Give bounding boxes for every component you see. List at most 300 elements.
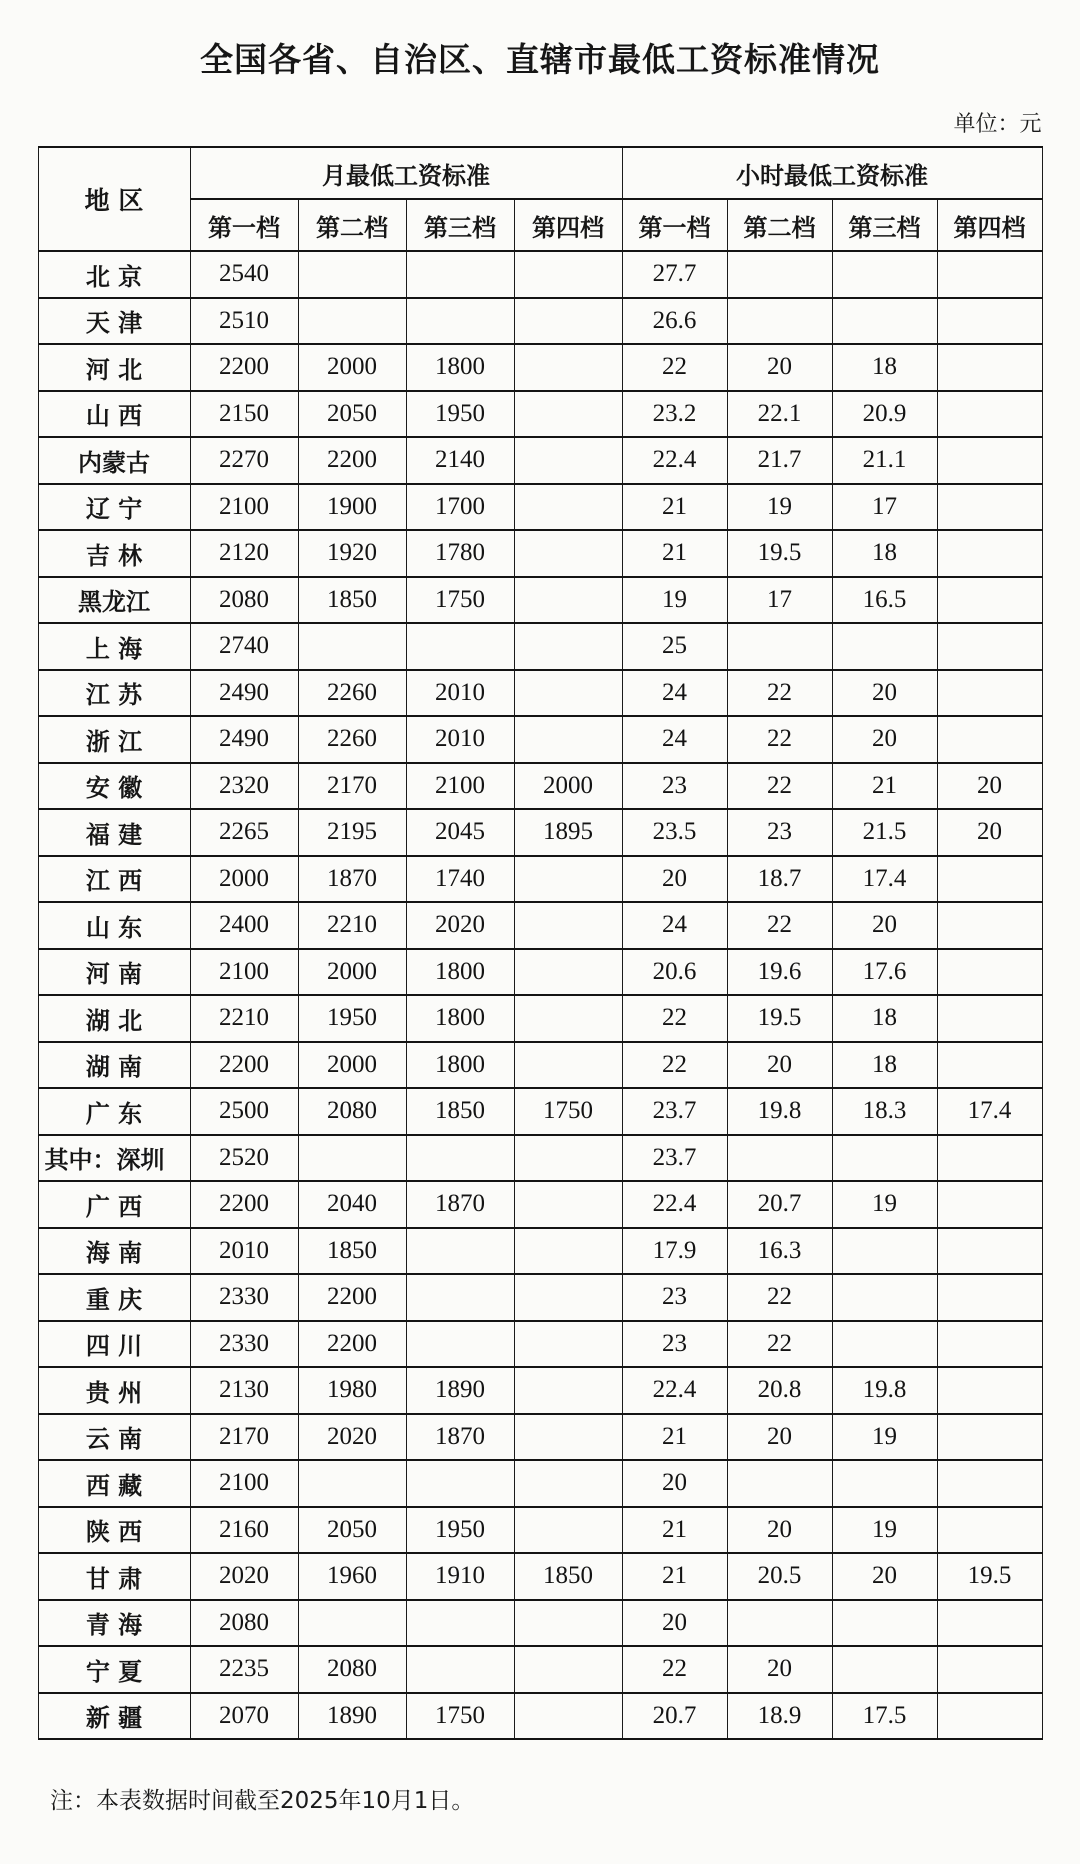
monthly-tier-4-cell [514,623,622,670]
hourly-tier-1-cell: 20.7 [622,1693,727,1740]
table-row [38,1646,1042,1693]
monthly-tier-2-cell [298,1460,406,1507]
hourly-tier-4-cell [937,391,1042,438]
hourly-tier-2-cell [727,1135,832,1182]
hourly-tier-1-cell: 23 [622,1274,727,1321]
hourly-tier-3-cell: 19 [832,1507,937,1554]
monthly-tier-2-cell [298,1135,406,1182]
monthly-tier-1-cell: 2200 [190,1181,298,1228]
hourly-tier-1-cell: 23.7 [622,1088,727,1135]
monthly-tier-4-cell [514,1228,622,1275]
monthly-tier-3-cell [406,1228,514,1275]
hourly-tier-2-cell: 20 [727,1646,832,1693]
region-cell: 浙 江 [38,716,190,763]
monthly-tier-4-cell [514,298,622,345]
hourly-tier-4-cell: 20 [937,809,1042,856]
monthly-tier-2-cell: 2200 [298,437,406,484]
table-row [38,1321,1042,1368]
monthly-tier-1-cell: 2080 [190,577,298,624]
hourly-tier-1-cell: 24 [622,716,727,763]
region-cell: 青 海 [38,1600,190,1647]
hourly-tier-3-cell [832,1228,937,1275]
monthly-tier-3-cell [406,1274,514,1321]
hourly-tier-2-cell: 23 [727,809,832,856]
hourly-tier-2-cell: 19 [727,484,832,531]
table-row [38,1181,1042,1228]
hourly-tier-2-cell: 19.6 [727,949,832,996]
region-cell: 天 津 [38,298,190,345]
table-row [38,1414,1042,1461]
hourly-tier-1-cell: 19 [622,577,727,624]
hourly-tier-4-cell [937,1321,1042,1368]
hourly-tier-2-cell: 22 [727,763,832,810]
hourly-tier-4-cell [937,716,1042,763]
hourly-tier-1-cell: 21 [622,1414,727,1461]
hourly-tier-3-cell: 21 [832,763,937,810]
table-row [38,1460,1042,1507]
hourly-tier-2-cell: 22 [727,1274,832,1321]
monthly-tier-1-cell: 2100 [190,1460,298,1507]
monthly-tier-2-cell: 1980 [298,1367,406,1414]
hourly-tier-4-cell [937,856,1042,903]
table-row [38,1088,1042,1135]
monthly-tier-2-cell: 2000 [298,949,406,996]
hourly-tier-3-cell [832,1646,937,1693]
monthly-tier-3-cell: 2020 [406,902,514,949]
hourly-tier-4-cell [937,623,1042,670]
hourly-tier-1-cell: 23 [622,1321,727,1368]
monthly-tier-4-cell: 1850 [514,1553,622,1600]
monthly-tier-4-cell [514,344,622,391]
hourly-tier-1-cell: 20 [622,856,727,903]
monthly-tier-3-cell: 2010 [406,670,514,717]
region-cell: 陕 西 [38,1507,190,1554]
table-row [38,1600,1042,1647]
hourly-group-header: 小时最低工资标准 [622,147,1042,199]
hourly-tier-4-cell [937,1135,1042,1182]
monthly-tier-3-cell: 1890 [406,1367,514,1414]
monthly-tier-2-cell: 2260 [298,716,406,763]
monthly-tier-4-cell [514,1693,622,1740]
hourly-tier-3-cell: 17.5 [832,1693,937,1740]
monthly-tier-1-cell: 2200 [190,1042,298,1089]
monthly-tier-1-cell: 2320 [190,763,298,810]
region-cell: 甘 肃 [38,1553,190,1600]
hourly-tier-2-cell: 21.7 [727,437,832,484]
monthly-tier-2-cell [298,623,406,670]
hourly-tier-1-cell: 23 [622,763,727,810]
hourly-tier-2-cell: 22.1 [727,391,832,438]
hourly-tier-4-cell [937,1600,1042,1647]
region-cell: 山 西 [38,391,190,438]
table-row [38,1274,1042,1321]
monthly-tier-1-cell: 2400 [190,902,298,949]
region-cell: 广 东 [38,1088,190,1135]
monthly-tier-4-cell [514,577,622,624]
minimum-wage-table [38,146,1043,1740]
hourly-tier-1-cell: 26.6 [622,298,727,345]
monthly-tier-4-cell [514,1042,622,1089]
region-cell: 辽 宁 [38,484,190,531]
hourly-tier-1-cell: 24 [622,670,727,717]
hourly-tier-1-cell: 24 [622,902,727,949]
table-row [38,530,1042,577]
hourly-tier-3-cell [832,1274,937,1321]
hourly-tier-4-cell: 19.5 [937,1553,1042,1600]
monthly-tier-4-cell [514,1321,622,1368]
monthly-tier-1-cell: 2020 [190,1553,298,1600]
hourly-tier-1-cell: 21 [622,1507,727,1554]
monthly-tier-1-cell: 2010 [190,1228,298,1275]
monthly-tier-3-cell: 2100 [406,763,514,810]
region-cell: 湖 北 [38,995,190,1042]
hourly-tier-2-cell: 22 [727,716,832,763]
region-cell: 北 京 [38,251,190,298]
monthly-tier-2-cell [298,1600,406,1647]
monthly-tier-4-cell [514,437,622,484]
hourly-tier-4-cell [937,1274,1042,1321]
region-cell: 河 南 [38,949,190,996]
hourly-tier-3-cell: 21.1 [832,437,937,484]
table-row [38,1507,1042,1554]
region-cell: 海 南 [38,1228,190,1275]
hourly-tier-4-cell [937,1460,1042,1507]
hourly-tier-1-cell: 20 [622,1460,727,1507]
monthly-tier-2-cell: 2000 [298,344,406,391]
monthly-tier-4-cell [514,949,622,996]
table-row [38,437,1042,484]
table-row [38,1042,1042,1089]
hourly-tier-1-cell: 17.9 [622,1228,727,1275]
monthly-tier-1-cell: 2070 [190,1693,298,1740]
monthly-tier-3-cell: 1870 [406,1181,514,1228]
hourly-tier-4-cell [937,484,1042,531]
monthly-tier-1-cell: 2210 [190,995,298,1042]
hourly-tier-3-cell: 21.5 [832,809,937,856]
monthly-tier-3-cell: 2140 [406,437,514,484]
table-row [38,670,1042,717]
hourly-tier-2-cell: 19.8 [727,1088,832,1135]
monthly-tier-3-cell [406,1646,514,1693]
region-cell: 其中：深圳 [38,1135,190,1182]
hourly-tier-3-cell: 20.9 [832,391,937,438]
monthly-tier-1-cell: 2100 [190,484,298,531]
hourly-tier-4-cell [937,1367,1042,1414]
hourly-tier-3-cell: 16.5 [832,577,937,624]
region-cell: 新 疆 [38,1693,190,1740]
monthly-tier-4-cell [514,251,622,298]
hourly-tier-4-cell [937,1507,1042,1554]
monthly-tier-2-cell: 1850 [298,577,406,624]
monthly-tier-2-cell: 2200 [298,1321,406,1368]
monthly-tier-4-cell [514,1135,622,1182]
table-row [38,484,1042,531]
monthly-tier-3-cell: 1950 [406,1507,514,1554]
hourly-tier-4-cell: 17.4 [937,1088,1042,1135]
hourly-tier-2-cell: 20 [727,1414,832,1461]
hourly-tier-1-cell: 21 [622,484,727,531]
monthly-group-header: 月最低工资标准 [190,147,622,199]
hourly-tier-1-cell: 23.7 [622,1135,727,1182]
table-row [38,1135,1042,1182]
table-body [38,251,1042,1739]
monthly-tier-2-cell: 2200 [298,1274,406,1321]
monthly-tier-3-cell: 1870 [406,1414,514,1461]
monthly-tier-3-cell [406,623,514,670]
hourly-tier-2-cell [727,1460,832,1507]
monthly-tier-3-cell: 1800 [406,995,514,1042]
hourly-tier-1-cell: 22 [622,344,727,391]
hourly-tier-4-cell [937,949,1042,996]
table-row [38,1367,1042,1414]
region-cell: 宁 夏 [38,1646,190,1693]
region-cell: 广 西 [38,1181,190,1228]
monthly-tier-2-cell: 2260 [298,670,406,717]
hourly-tier-2-cell: 17 [727,577,832,624]
hourly-tier-2-cell: 20 [727,1507,832,1554]
hourly-tier-2-cell [727,623,832,670]
hourly-tier-2-cell: 18.9 [727,1693,832,1740]
monthly-tier-4-cell [514,1414,622,1461]
monthly-tier-1-cell: 2265 [190,809,298,856]
hourly-tier-2-cell: 22 [727,1321,832,1368]
region-cell: 四 川 [38,1321,190,1368]
hourly-tier-3-cell [832,298,937,345]
hourly-tier-2-cell [727,251,832,298]
table-row [38,251,1042,298]
hourly-tier-2-cell: 18.7 [727,856,832,903]
monthly-tier-3-cell [406,1460,514,1507]
hourly-tier-4-cell [937,670,1042,717]
unit-label: 单位：元 [953,112,1042,137]
monthly-tier-4-cell: 1750 [514,1088,622,1135]
table-row [38,1553,1042,1600]
hourly-tier-4-cell [937,344,1042,391]
monthly-tier-3-cell: 2045 [406,809,514,856]
hourly-tier-1-cell: 22 [622,1042,727,1089]
hourly-tier-1-cell: 22.4 [622,1367,727,1414]
hourly-tier-1-cell: 22 [622,1646,727,1693]
hourly-tier-4-cell [937,902,1042,949]
hourly-tier-2-cell: 16.3 [727,1228,832,1275]
hourly-tier-1-header: 第一档 [622,199,727,251]
table-row [38,298,1042,345]
table-row [38,856,1042,903]
region-cell: 黑龙江 [38,577,190,624]
monthly-tier-2-cell: 2080 [298,1646,406,1693]
monthly-tier-3-cell: 1950 [406,391,514,438]
hourly-tier-4-cell [937,1181,1042,1228]
monthly-tier-1-cell: 2490 [190,670,298,717]
monthly-tier-3-cell [406,1600,514,1647]
hourly-tier-1-cell: 25 [622,623,727,670]
monthly-tier-1-cell: 2150 [190,391,298,438]
hourly-tier-4-cell [937,1228,1042,1275]
hourly-tier-4-cell [937,251,1042,298]
monthly-tier-1-cell: 2160 [190,1507,298,1554]
monthly-tier-1-cell: 2540 [190,251,298,298]
monthly-tier-1-cell: 2330 [190,1274,298,1321]
monthly-tier-2-cell [298,298,406,345]
monthly-tier-4-cell [514,1274,622,1321]
hourly-tier-4-cell [937,437,1042,484]
hourly-tier-2-cell: 19.5 [727,530,832,577]
hourly-tier-3-cell: 17.6 [832,949,937,996]
monthly-tier-3-cell [406,1321,514,1368]
monthly-tier-2-header: 第二档 [298,199,406,251]
monthly-tier-3-cell: 1800 [406,1042,514,1089]
monthly-tier-2-cell: 1960 [298,1553,406,1600]
hourly-tier-1-cell: 21 [622,530,727,577]
monthly-tier-2-cell [298,251,406,298]
hourly-tier-1-cell: 23.5 [622,809,727,856]
monthly-tier-1-cell: 2270 [190,437,298,484]
table-row [38,809,1042,856]
region-cell: 福 建 [38,809,190,856]
monthly-tier-1-cell: 2120 [190,530,298,577]
monthly-tier-2-cell: 2210 [298,902,406,949]
monthly-tier-1-cell: 2000 [190,856,298,903]
monthly-tier-1-cell: 2100 [190,949,298,996]
monthly-tier-3-cell: 2010 [406,716,514,763]
monthly-tier-1-cell: 2330 [190,1321,298,1368]
monthly-tier-4-cell [514,1600,622,1647]
monthly-tier-2-cell: 1870 [298,856,406,903]
monthly-tier-3-header: 第三档 [406,199,514,251]
monthly-tier-4-cell [514,391,622,438]
monthly-tier-2-cell: 2050 [298,1507,406,1554]
hourly-tier-2-cell: 22 [727,902,832,949]
hourly-tier-4-cell [937,298,1042,345]
monthly-tier-4-cell [514,1646,622,1693]
region-cell: 山 东 [38,902,190,949]
hourly-tier-3-cell: 17.4 [832,856,937,903]
hourly-tier-1-cell: 22.4 [622,1181,727,1228]
hourly-tier-4-cell: 20 [937,763,1042,810]
hourly-tier-4-cell [937,530,1042,577]
region-cell: 江 苏 [38,670,190,717]
monthly-tier-2-cell: 2000 [298,1042,406,1089]
monthly-tier-4-header: 第四档 [514,199,622,251]
monthly-tier-4-cell [514,1507,622,1554]
monthly-tier-3-cell: 1780 [406,530,514,577]
table-row [38,716,1042,763]
monthly-tier-1-header: 第一档 [190,199,298,251]
hourly-tier-4-header: 第四档 [937,199,1042,251]
monthly-tier-1-cell: 2170 [190,1414,298,1461]
monthly-tier-2-cell: 2020 [298,1414,406,1461]
table-row [38,577,1042,624]
monthly-tier-2-cell: 1850 [298,1228,406,1275]
region-cell: 内蒙古 [38,437,190,484]
monthly-tier-3-cell: 1800 [406,949,514,996]
monthly-tier-2-cell: 2170 [298,763,406,810]
hourly-tier-3-cell: 18 [832,530,937,577]
monthly-tier-2-cell: 2195 [298,809,406,856]
hourly-tier-1-cell: 22.4 [622,437,727,484]
monthly-tier-3-cell: 1740 [406,856,514,903]
monthly-tier-2-cell: 2040 [298,1181,406,1228]
monthly-tier-2-cell: 2080 [298,1088,406,1135]
hourly-tier-3-cell [832,1460,937,1507]
monthly-tier-3-cell [406,1135,514,1182]
table-row [38,763,1042,810]
monthly-tier-3-cell: 1800 [406,344,514,391]
hourly-tier-2-cell: 22 [727,670,832,717]
monthly-tier-3-cell: 1850 [406,1088,514,1135]
hourly-tier-2-cell [727,1600,832,1647]
hourly-tier-2-cell: 20.5 [727,1553,832,1600]
monthly-tier-3-cell [406,298,514,345]
monthly-tier-1-cell: 2130 [190,1367,298,1414]
region-cell: 贵 州 [38,1367,190,1414]
monthly-tier-3-cell: 1700 [406,484,514,531]
hourly-tier-3-cell: 20 [832,902,937,949]
monthly-tier-1-cell: 2235 [190,1646,298,1693]
hourly-tier-1-cell: 23.2 [622,391,727,438]
hourly-tier-3-cell: 18 [832,344,937,391]
table-row [38,391,1042,438]
hourly-tier-4-cell [937,1042,1042,1089]
table-header [38,147,1042,251]
hourly-tier-1-cell: 20 [622,1600,727,1647]
monthly-tier-4-cell: 2000 [514,763,622,810]
monthly-tier-1-cell: 2200 [190,344,298,391]
monthly-tier-4-cell [514,1181,622,1228]
monthly-tier-2-cell: 2050 [298,391,406,438]
monthly-tier-4-cell [514,1460,622,1507]
region-cell: 安 徽 [38,763,190,810]
hourly-tier-1-cell: 27.7 [622,251,727,298]
hourly-tier-3-cell [832,1321,937,1368]
monthly-tier-2-cell: 1920 [298,530,406,577]
page-title: 全国各省、自治区、直辖市最低工资标准情况 [200,40,880,79]
monthly-tier-4-cell [514,530,622,577]
monthly-tier-4-cell [514,902,622,949]
table-row [38,623,1042,670]
monthly-tier-3-cell: 1750 [406,1693,514,1740]
region-cell: 河 北 [38,344,190,391]
monthly-tier-1-cell: 2080 [190,1600,298,1647]
hourly-tier-3-cell: 19 [832,1181,937,1228]
hourly-tier-3-cell [832,1600,937,1647]
hourly-tier-2-cell: 20.8 [727,1367,832,1414]
hourly-tier-1-cell: 22 [622,995,727,1042]
hourly-tier-3-cell: 20 [832,716,937,763]
group-header-row [38,147,1042,199]
table-row [38,949,1042,996]
monthly-tier-4-cell [514,484,622,531]
hourly-tier-4-cell [937,577,1042,624]
monthly-tier-4-cell [514,856,622,903]
monthly-tier-2-cell: 1950 [298,995,406,1042]
region-cell: 重 庆 [38,1274,190,1321]
hourly-tier-4-cell [937,1414,1042,1461]
hourly-tier-3-cell: 19 [832,1414,937,1461]
hourly-tier-3-cell: 20 [832,1553,937,1600]
hourly-tier-3-cell [832,251,937,298]
monthly-tier-4-cell: 1895 [514,809,622,856]
hourly-tier-4-cell [937,995,1042,1042]
monthly-tier-1-cell: 2490 [190,716,298,763]
monthly-tier-3-cell [406,251,514,298]
hourly-tier-3-cell: 20 [832,670,937,717]
hourly-tier-2-header: 第二档 [727,199,832,251]
region-cell: 吉 林 [38,530,190,577]
footnote: 注：本表数据时间截至2025年10月1日。 [50,1788,475,1814]
hourly-tier-2-cell [727,298,832,345]
monthly-tier-1-cell: 2740 [190,623,298,670]
